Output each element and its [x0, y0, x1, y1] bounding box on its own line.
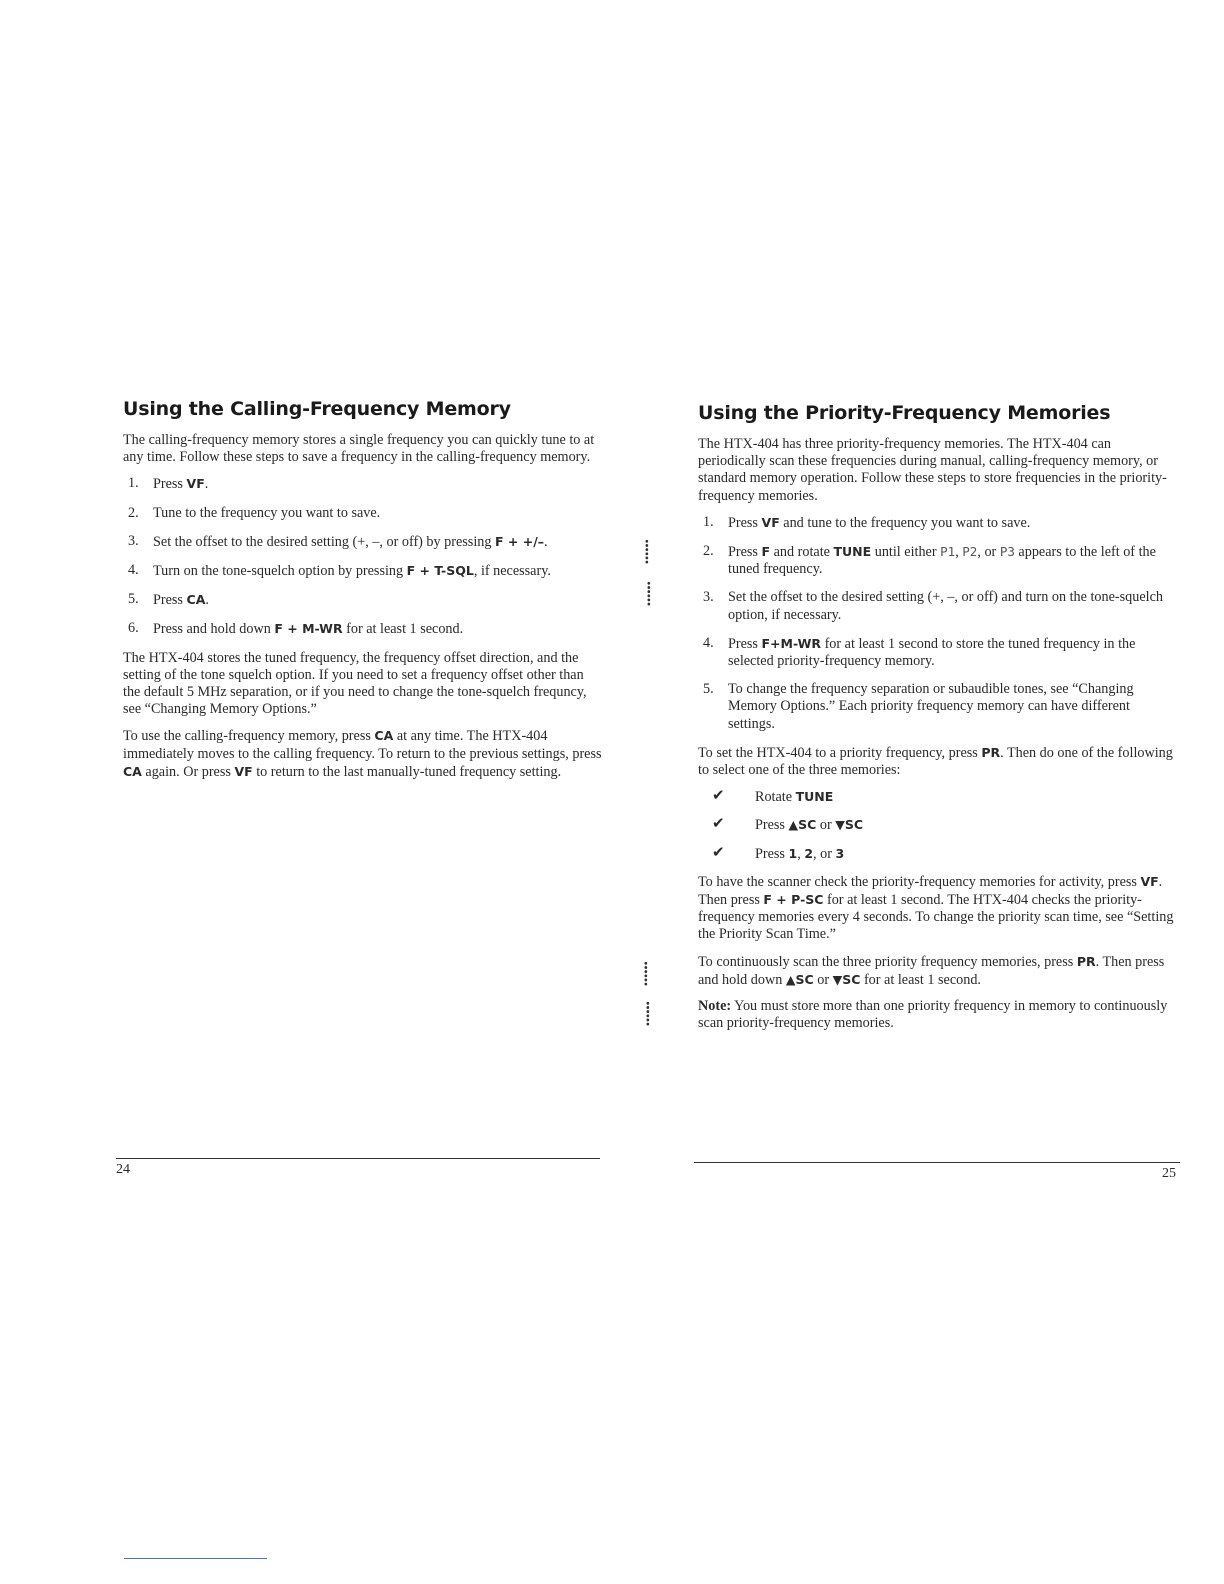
step-text: for at least 1 second.: [342, 621, 464, 638]
key-label: VF: [1140, 873, 1159, 889]
text: , or: [813, 845, 836, 862]
key-label: 2: [804, 845, 814, 861]
key-label: ▼SC: [835, 817, 864, 833]
key-label: TUNE: [795, 789, 834, 805]
step-number: 5.: [703, 681, 714, 698]
right-page-number: 25: [1162, 1166, 1176, 1181]
checkmark-icon: ✔: [712, 814, 725, 833]
left-footer-rule: [116, 1158, 600, 1159]
key-label: 3: [835, 845, 845, 861]
key-label: F + P-SC: [763, 892, 824, 908]
calling-steps-list: [123, 475, 603, 638]
text: . Then press and hold down: [698, 953, 1165, 988]
text: again. Or press: [141, 763, 235, 780]
display-text: P2: [962, 544, 978, 560]
step-text: .: [544, 533, 548, 550]
right-note: [698, 998, 1180, 1032]
step-text: Set the offset to the desired setting (+, –, or off) by pressing: [153, 533, 496, 550]
list-item: [123, 620, 603, 638]
note-text: You must store more than one priority frequency in memory to continuously scan priority-frequency memories.: [698, 998, 1168, 1032]
text: for at least 1 second.: [860, 971, 981, 988]
text: or: [816, 817, 836, 834]
step-number: 1.: [128, 475, 139, 492]
step-text: .: [204, 476, 209, 493]
list-item: [123, 475, 603, 493]
left-page: [123, 398, 603, 790]
key-label: F + +/–: [495, 533, 545, 549]
step-text: and tune to the frequency you want to save.: [779, 514, 1031, 531]
step-text: ,: [955, 544, 963, 561]
right-paragraph-continuous: [698, 953, 1180, 989]
step-number: 3.: [128, 532, 139, 549]
key-label: CA: [374, 728, 394, 744]
binding-mark-icon: ⸽: [644, 540, 650, 565]
right-paragraph-scan: [698, 873, 1180, 944]
step-text: .: [205, 592, 209, 609]
binding-mark-icon: ⸽: [643, 962, 649, 987]
bottom-divider: [124, 1558, 267, 1559]
text: . Then do one of the following to select one of the three memories:: [698, 744, 1173, 779]
list-item: [698, 514, 1180, 532]
key-label: VF: [186, 476, 205, 492]
text: or: [813, 971, 833, 988]
step-text: Press: [728, 544, 762, 561]
checkmark-icon: ✔: [712, 842, 725, 861]
note-label: Note:: [698, 998, 732, 1015]
list-item: [123, 562, 603, 580]
step-text: Press and hold down: [153, 621, 275, 638]
list-item: [698, 842, 1180, 863]
text: Rotate: [755, 789, 796, 806]
step-number: 5.: [128, 591, 139, 608]
list-item: [698, 681, 1180, 733]
step-number: 4.: [703, 634, 714, 651]
key-label: PR: [981, 744, 1001, 760]
step-text: Turn on the tone-squelch option by pressing: [153, 563, 407, 580]
key-label: ▲SC: [788, 817, 817, 833]
step-text: until either: [871, 544, 941, 561]
step-text: appears to the left of the tuned frequency.: [728, 544, 1156, 578]
key-label: VF: [234, 763, 253, 779]
key-label: F: [761, 544, 771, 560]
checkmark-icon: ✔: [712, 786, 725, 805]
key-label: PR: [1076, 953, 1096, 969]
left-intro: The calling-frequency memory stores a single frequency you can quickly tune to at any time. Follow these steps to save a frequency in the calling-frequency memory.: [123, 432, 595, 466]
left-page-title: Using the Calling-Frequency Memory: [123, 398, 511, 420]
step-number: 2.: [703, 543, 714, 560]
priority-steps-list: [698, 514, 1180, 733]
right-intro: The HTX-404 has three priority-frequency memories. The HTX-404 can periodically scan these frequencies during manual, calling-frequency memory, or standard memory operation. Follow these steps to store frequencies in the priority-frequency memories.: [698, 436, 1167, 504]
step-text: Set the offset to the desired setting (+, –, or off) and turn on the tone-squelch option, if necessary.: [728, 589, 1163, 623]
key-label: CA: [123, 763, 142, 779]
text: Press: [755, 845, 789, 862]
step-number: 2.: [128, 504, 139, 521]
binding-mark-icon: ⸽: [645, 1002, 651, 1027]
list-item: [698, 589, 1180, 623]
list-item: [123, 591, 603, 609]
left-paragraph-use: [123, 727, 603, 781]
list-item: [123, 533, 603, 551]
text: at any time. The HTX-404 immediately moves to the calling frequency. To return to the previous settings, press: [123, 728, 602, 762]
list-item: [698, 543, 1180, 578]
step-number: 1.: [703, 513, 714, 530]
display-text: P1: [940, 544, 956, 560]
step-text: Press: [153, 476, 187, 493]
key-label: F + M-WR: [274, 621, 343, 637]
list-item: [698, 635, 1180, 670]
display-text: P3: [999, 544, 1015, 560]
step-text: Tune to the frequency you want to save.: [153, 504, 381, 521]
text: To use the calling-frequency memory, press: [123, 728, 375, 745]
text: To set the HTX-404 to a priority frequency, press: [698, 744, 982, 761]
text: To continuously scan the three priority frequency memories, press: [698, 953, 1077, 970]
key-label: F + T-SQL: [406, 563, 474, 579]
text: for at least 1 second. The HTX-404 checks the priority-frequency memories every 4 seconds. To change the priority scan time, see “Setting the Priority Scan Time.”: [698, 892, 1174, 943]
key-label: F+M-WR: [761, 635, 822, 651]
memory-select-checklist: [698, 788, 1180, 863]
step-text: and rotate: [770, 544, 834, 561]
text: ,: [797, 845, 805, 862]
text: To have the scanner check the priority-frequency memories for activity, press: [698, 873, 1141, 890]
key-label: ▼SC: [832, 971, 861, 987]
left-page-number: 24: [116, 1162, 130, 1177]
right-page-title: Using the Priority-Frequency Memories: [698, 402, 1111, 424]
right-paragraph-set: [698, 744, 1180, 779]
step-text: Press: [728, 514, 762, 531]
step-number: 6.: [128, 620, 139, 637]
key-label: CA: [186, 592, 206, 608]
binding-mark-icon: ⸽: [646, 582, 652, 607]
list-item: [123, 505, 603, 522]
list-item: [698, 816, 1180, 834]
step-text: Press: [728, 635, 762, 652]
text: to return to the last manually-tuned frequency setting.: [252, 763, 562, 780]
step-text: for at least 1 second to store the tuned frequency in the selected priority-frequency memory.: [728, 635, 1136, 670]
key-label: VF: [761, 514, 780, 530]
key-label: 1: [788, 845, 798, 861]
right-page: [698, 402, 1180, 1041]
step-text: , if necessary.: [473, 563, 551, 580]
list-item: [698, 788, 1180, 806]
step-number: 3.: [703, 589, 714, 606]
step-text: Press: [153, 592, 187, 609]
right-footer-rule: [694, 1162, 1180, 1163]
key-label: ▲SC: [785, 971, 814, 987]
text: . Then press: [698, 873, 1163, 909]
step-number: 4.: [128, 562, 139, 579]
text: Press: [755, 817, 789, 834]
key-label: TUNE: [833, 544, 872, 560]
step-text: To change the frequency separation or subaudible tones, see “Changing Memory Options.” Each priority frequency memory can have different settings.: [728, 681, 1134, 732]
step-text: , or: [977, 544, 1000, 561]
left-paragraph-stores: The HTX-404 stores the tuned frequency, the frequency offset direction, and the setting of the tone squelch option. If you need to set a frequency offset other than the default 5 MHz separation, or if you need to change the tone-squelch frequncy, see “Changing Memory Options.”: [123, 649, 587, 718]
